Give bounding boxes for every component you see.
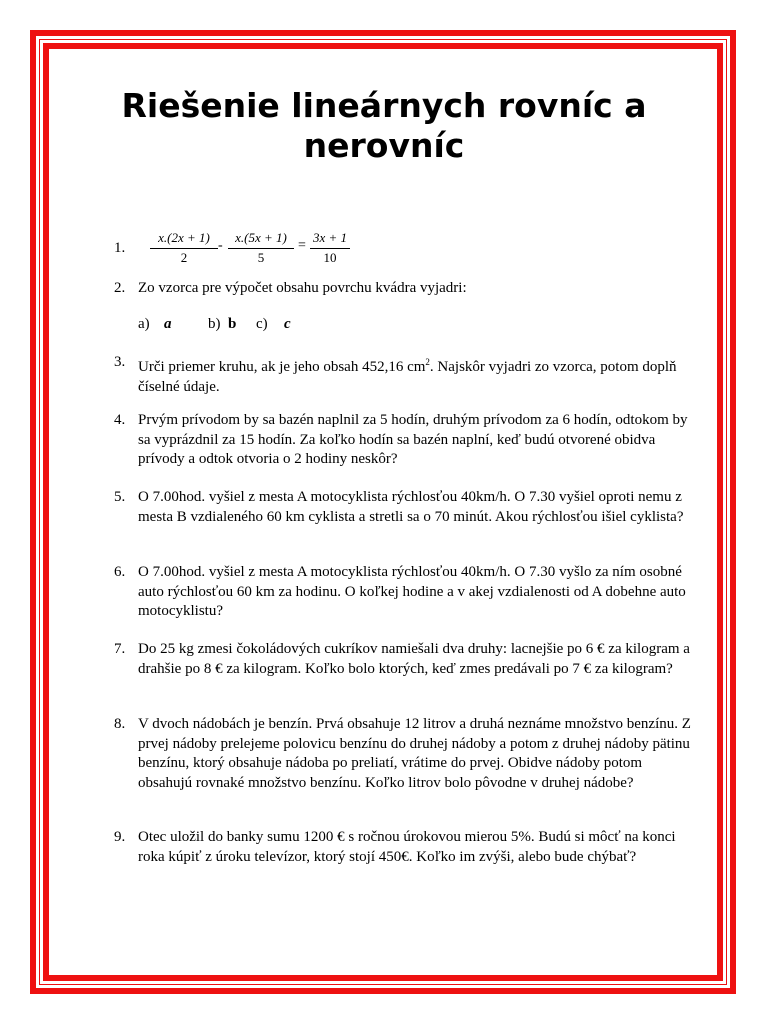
denominator: 5: [257, 250, 265, 265]
problem-text: O 7.00hod. vyšiel z mesta A motocyklista rýchlosťou 40km/h. O 7.30 vyšlo za ním osobné auto rýchlosťou 60 km za hodinu. O koľkej hodine a v akej vzdialenosti od A dobehne auto motocyklistu?: [138, 564, 686, 619]
problem-1-equation: [114, 228, 414, 272]
equals-sign: =: [298, 238, 306, 253]
subpart-a-value: a: [164, 316, 172, 332]
problem-text: V dvoch nádobách je benzín. Prvá obsahuje 12 litrov a druhá neznáme množstvo benzínu. Z prvej nádoby prelejeme polovicu benzínu do druhej nádoby a potom z druhej nádoby pätinu benzínu, ktorý obsahuje nádoba po preliatí, vrátime do prvej. Obidve nádoby potom obsahujú rovnaké množstvo benzínu. Koľko litrov bolo pôvodne v druhej nádobe?: [138, 716, 691, 791]
document-title: Riešenie lineárnych rovníc a nerovníc: [121, 86, 647, 165]
problem-6: [114, 563, 694, 622]
subpart-b-value: b: [228, 316, 237, 332]
numerator: x.(5x + 1): [228, 228, 294, 249]
numerator: 3x + 1: [310, 228, 350, 249]
fraction-3: [310, 228, 350, 267]
subpart-b-label: b): [208, 316, 221, 332]
problem-text: Prvým prívodom by sa bazén naplnil za 5 hodín, druhým prívodom za 6 hodín, odtokom by sa vyprázdnil za 15 hodín. Za koľko hodín sa bazén naplní, keď budú otvorené obidva prívody a odtok otvoria o 2 hodiny neskôr?: [138, 412, 688, 467]
item-number: 9.: [114, 829, 126, 845]
problem-7: [114, 640, 694, 679]
problem-2: [114, 279, 694, 299]
item-number: 7.: [114, 641, 126, 657]
subpart-a-label: a): [138, 316, 150, 332]
minus-sign: -: [218, 238, 223, 253]
problem-text: [138, 353, 694, 397]
fraction-2: [228, 228, 294, 267]
problem-text: Do 25 kg zmesi čokoládových cukríkov namiešali dva druhy: lacnejšie po 6 € za kilogram a drahšie po 8 € za kilogram. Koľko bolo ktorých, keď zmes predávali po 7 € za kilogram?: [138, 641, 690, 677]
problem-3: [114, 353, 694, 397]
problem-8: [114, 715, 694, 793]
item-number: 8.: [114, 716, 126, 732]
item-number: 1.: [114, 240, 126, 256]
problem-text: O 7.00hod. vyšiel z mesta A motocyklista rýchlosťou 40km/h. O 7.30 vyšiel oproti nemu z mesta B vzdialeného 60 km cyklista a stretli sa o 70 minút. Akou rýchlosťou išiel cyklista?: [138, 489, 684, 525]
item-number: 4.: [114, 412, 126, 428]
item-number: 5.: [114, 489, 126, 505]
fraction-1: [150, 228, 218, 267]
item-number: 2.: [114, 280, 126, 296]
problem-5: [114, 488, 694, 527]
item-number: 3.: [114, 354, 126, 370]
problem-text: Otec uložil do banky sumu 1200 € s ročnou úrokovou mierou 5%. Budú si môcť na konci roka kúpiť z úroku televízor, ktorý stojí 450€. Koľko im zvýši, alebo bude chýbať?: [138, 829, 676, 865]
problem-text-part: . Najskôr vyjadri zo vzorca, potom doplň číselné údaje.: [138, 359, 677, 395]
numerator: x.(2x + 1): [150, 228, 218, 249]
problem-text-part: Urči priemer kruhu, ak je jeho obsah 452,16 cm: [138, 359, 426, 375]
problem-4: [114, 411, 694, 470]
denominator: 10: [323, 250, 337, 265]
problem-text: Zo vzorca pre výpočet obsahu povrchu kvádra vyjadri:: [138, 280, 467, 296]
superscript: 2: [425, 357, 430, 367]
subpart-c-label: c): [256, 316, 268, 332]
problem-9: [114, 828, 694, 867]
denominator: 2: [180, 250, 188, 265]
item-number: 6.: [114, 564, 126, 580]
subpart-c-value: c: [284, 316, 291, 332]
